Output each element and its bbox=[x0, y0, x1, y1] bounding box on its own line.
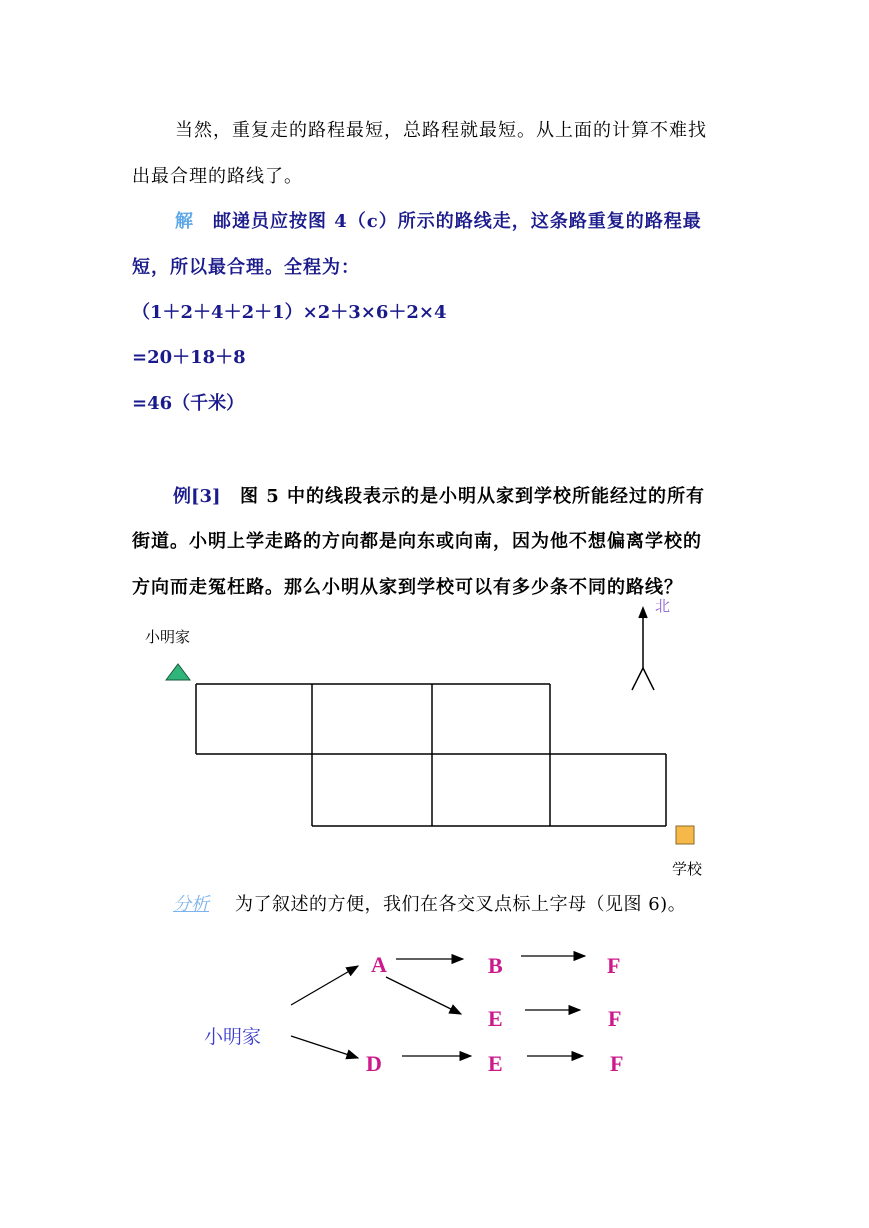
arrow-line bbox=[291, 1036, 358, 1058]
north-label: 北 bbox=[655, 598, 671, 615]
analysis-text: 为了叙述的方便，我们在各交叉点标上字母（见图 6)。 bbox=[235, 894, 687, 915]
paragraph-line: 当然，重复走的路程最短，总路程就最短。从上面的计算不难找 bbox=[175, 120, 707, 141]
example-line: 方向而走冤枉路。那么小明从家到学校可以有多少条不同的路线？ bbox=[132, 577, 683, 598]
example-label-text: 例[3] bbox=[173, 486, 221, 507]
home-label: 小明家 bbox=[145, 629, 191, 646]
example-line: 图 5 中的线段表示的是小明从家到学校所能经过的所有 bbox=[240, 486, 706, 507]
node-letter: E bbox=[488, 1006, 503, 1031]
solution-line: 邮递员应按图 4（c）所示的路线走，这条路重复的路程最 bbox=[213, 211, 702, 232]
analysis-label-text: 分析 bbox=[173, 894, 209, 915]
node-letters bbox=[366, 952, 623, 1076]
solution-label-text: 解 bbox=[175, 211, 193, 232]
node-letter: B bbox=[488, 953, 503, 978]
arrow-line bbox=[291, 966, 358, 1005]
equation-line: （1＋2＋4＋2＋1）×2＋3×6＋2×4 bbox=[132, 302, 447, 323]
node-letter: E bbox=[488, 1051, 503, 1076]
figure6-start-label: 小明家 bbox=[204, 1027, 262, 1048]
equation-line: =20＋18＋8 bbox=[132, 347, 246, 368]
solution-line: 短，所以最合理。全程为： bbox=[132, 257, 360, 278]
node-letter: A bbox=[371, 952, 387, 977]
node-letter: F bbox=[608, 1006, 622, 1031]
paragraph-line: 出最合理的路线了。 bbox=[132, 166, 303, 187]
school-label: 学校 bbox=[672, 861, 703, 878]
arrow-line bbox=[386, 977, 461, 1014]
path-arrows bbox=[291, 956, 585, 1058]
node-letter: F bbox=[610, 1051, 624, 1076]
node-letter: F bbox=[607, 953, 621, 978]
node-letter: D bbox=[366, 1051, 382, 1076]
equation-line: =46（千米） bbox=[132, 393, 245, 414]
example-line: 街道。小明上学走路的方向都是向东或向南，因为他不想偏离学校的 bbox=[132, 531, 702, 552]
